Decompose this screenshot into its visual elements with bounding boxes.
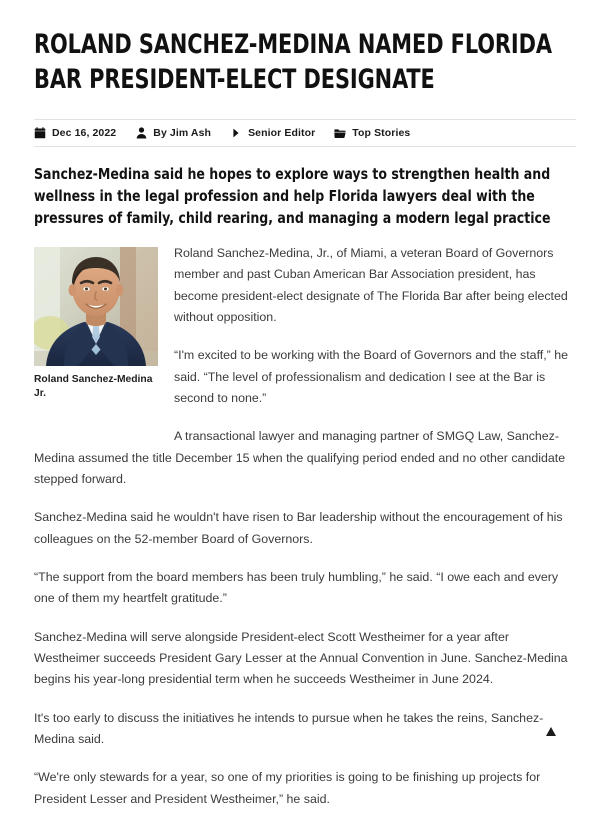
- article-paragraph: A transactional lawyer and managing partner of SMGQ Law, Sanchez-Medina assumed the title December 15 when the qualifying period ended and no other candidate stepped forward.: [34, 429, 566, 487]
- meta-role: [230, 127, 315, 139]
- article-paragraph: It's too early to discuss the initiatives he intends to pursue when he takes the reins, Sanchez-Medina said.: [34, 710, 544, 746]
- article-figure: [34, 247, 158, 401]
- article-paragraph: “The support from the board members has been truly humbling,” he said. “I owe each and every one of them my heartfelt gratitude.”: [34, 570, 559, 606]
- article-paragraph: “We're only stewards for a year, so one of my priorities is going to be finishing up projects for President Lesser and President Westheimer,” he said.: [34, 770, 541, 806]
- page-title: ROLAND SANCHEZ-MEDINA NAMED FLORIDA BAR PRESIDENT-ELECT DESIGNATE: [34, 29, 552, 95]
- folder-icon: [334, 127, 346, 139]
- article-meta-bar: [34, 119, 576, 147]
- meta-category[interactable]: [334, 127, 410, 139]
- meta-author[interactable]: [135, 127, 211, 139]
- user-icon: [135, 127, 147, 139]
- meta-date-label: Dec 16, 2022: [52, 126, 117, 139]
- figure-caption: Roland Sanchez-Medina Jr.: [34, 374, 153, 399]
- caret-right-icon: [230, 127, 242, 139]
- article-paragraph: Sanchez-Medina will serve alongside President-elect Scott Westheimer for a year after Westheimer succeeds President Gary Lesser at the Annual Convention in June. Sanchez-Medina begins his year-long presidential term when he succeeds Westheimer in June 2024.: [34, 629, 568, 687]
- meta-category-label: Top Stories: [352, 126, 411, 139]
- article-paragraph: Sanchez-Medina said he wouldn't have risen to Bar leadership without the encouragement of his colleagues on the 52-member Board of Governors.: [34, 510, 563, 546]
- meta-author-label: By Jim Ash: [153, 126, 212, 139]
- back-to-top-button[interactable]: [544, 724, 558, 738]
- article-paragraph: Roland Sanchez-Medina, Jr., of Miami, a veteran Board of Governors member and past Cuban American Bar Association president, has become president-elect designate of The Florida Bar after being elected without opposition.: [174, 246, 568, 325]
- meta-role-label: Senior Editor: [248, 126, 316, 139]
- article-body: [34, 243, 576, 827]
- article-deck: Sanchez-Medina said he hopes to explore ways to strengthen health and wellness in the legal profession and help Florida lawyers deal with the pressures of family, child rearing, and managing a modern legal practice: [34, 165, 551, 228]
- triangle-up-icon: [545, 726, 557, 737]
- portrait-photo: [34, 247, 158, 366]
- article-paragraph: “I'm excited to be working with the Board of Governors and the staff,” he said. “The level of professionalism and dedication I see at the Bar is second to none.”: [174, 348, 569, 406]
- calendar-icon: [34, 127, 46, 139]
- meta-date: [34, 127, 116, 139]
